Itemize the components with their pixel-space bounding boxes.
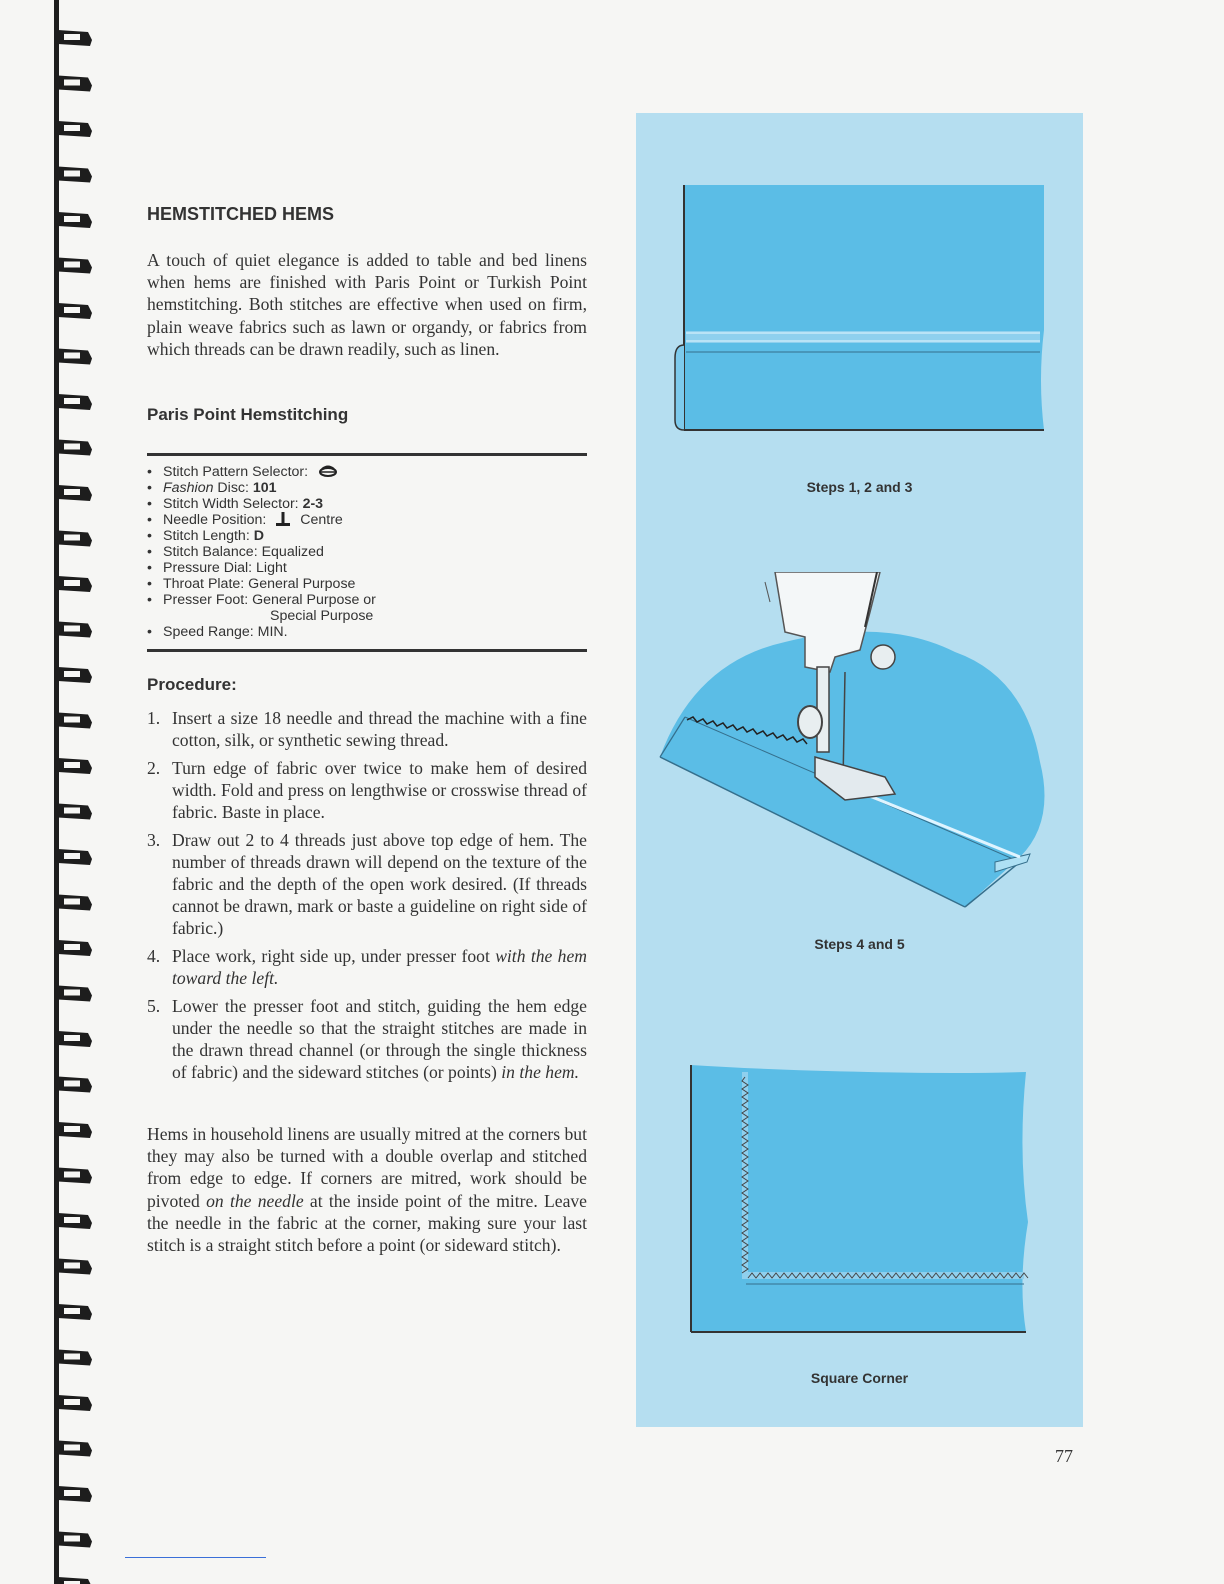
binding-coil-gap (64, 444, 80, 450)
binding-coil-gap (64, 262, 80, 268)
binding-coil-gap (64, 1081, 80, 1087)
page-number: 77 (1055, 1446, 1073, 1466)
setting-item: • Presser Foot: General Purpose or Special Purpose (147, 592, 376, 624)
binding-coil-gap (64, 353, 80, 359)
caption-square-corner: Square Corner (810, 1370, 909, 1386)
binding-coil-gap (64, 1172, 80, 1178)
binding-coil-gap (64, 307, 80, 313)
setting-item: • Stitch Length: D (147, 528, 376, 544)
binding-coil-gap (64, 34, 80, 40)
binding-coil-gap (64, 1445, 80, 1451)
binding-coil-gap (64, 1263, 80, 1269)
machine-settings-list (147, 464, 376, 640)
settings-top-rule (147, 453, 587, 456)
procedure-step: 5. Lower the presser foot and stitch, guiding the hem edge under the needle so that the straight stitches are made in the drawn thread channel (or through the single thickness of fabric) and the sideward stitches (or points) in the hem. (147, 996, 587, 1082)
binding-coil-gap (64, 671, 80, 677)
binding-coil-gap (64, 1126, 80, 1132)
section-heading: Paris Point Hemstitching (147, 405, 349, 424)
procedure-step: 1. Insert a size 18 needle and thread the machine with a fine cotton, silk, or synthetic sewing thread. (147, 708, 587, 750)
procedure-step: 3. Draw out 2 to 4 threads just above top edge of hem. The number of threads drawn will depend on the texture of the fabric and the depth of the open work desired. (If threads cannot be drawn, mark or baste a guideline on right side of fabric.) (147, 830, 587, 938)
binding-coil-gap (64, 535, 80, 541)
setting-item: • Pressure Dial: Light (147, 560, 376, 576)
binding-coil-gap (64, 398, 80, 404)
closing-paragraph: Hems in household linens are usually mitred at the corners but they may also be turned with a double overlap and stitched from edge to edge. If corners are mitred, work should be pivoted on the needle at the inside point of the mitre. Leave the needle in the fabric at the corner, making sure your last stitch is a straight stitch before a point (or sideward stitch). (147, 1124, 587, 1256)
procedure-step: 4. Place work, right side up, under presser foot with the hem toward the left. (147, 946, 587, 988)
binding-coil-gap (64, 1308, 80, 1314)
binding-coil-gap (64, 1035, 80, 1041)
binding-coil-gap (64, 1217, 80, 1223)
settings-bottom-rule (147, 649, 587, 652)
setting-item: • Fashion Disc: 101 (147, 480, 376, 496)
presser-foot-illustration (655, 572, 1075, 912)
binding-coil-gap (64, 580, 80, 586)
binding-coil-gap (64, 171, 80, 177)
intro-paragraph: A touch of quiet elegance is added to table and bed linens when hems are finished with Paris Point or Turkish Point hemstitching. Both stitches are effective when used on firm, plain weave fabrics such as lawn or organdy, or fabrics from which threads can be drawn readily, such as linen. (147, 250, 587, 359)
binding-coil-gap (64, 1490, 80, 1496)
binding-coil-gap (64, 808, 80, 814)
spiral-binding (50, 0, 100, 1584)
hem-fold-illustration (672, 180, 1052, 438)
page-title: HEMSTITCHED HEMS (147, 204, 335, 224)
binding-coil-gap (64, 990, 80, 996)
binding-coil-gap (64, 1536, 80, 1542)
binding-coil-gap (64, 626, 80, 632)
setting-item: • Speed Range: MIN. (147, 624, 376, 640)
stitch-pattern-icon (318, 465, 338, 477)
square-corner-illustration (688, 1062, 1034, 1338)
setting-item: • Needle Position: Centre (147, 512, 376, 528)
binding-coil-gap (64, 80, 80, 86)
caption-steps-4-5: Steps 4 and 5 (814, 936, 905, 952)
procedure-heading: Procedure: (147, 675, 237, 694)
footer-line (125, 1557, 266, 1558)
setting-item: • Stitch Width Selector: 2-3 (147, 496, 376, 512)
binding-coil-gap (64, 853, 80, 859)
binding-coil-gap (64, 216, 80, 222)
binding-coil-gap (64, 762, 80, 768)
needle-position-icon (276, 512, 290, 526)
binding-coil-gap (64, 944, 80, 950)
binding-coil-gap (64, 899, 80, 905)
caption-steps-1-3: Steps 1, 2 and 3 (806, 479, 913, 495)
setting-item: • Stitch Balance: Equalized (147, 544, 376, 560)
setting-item: • Throat Plate: General Purpose (147, 576, 376, 592)
binding-coil-gap (64, 489, 80, 495)
binding-coil-gap (64, 1399, 80, 1405)
procedure-step: 2. Turn edge of fabric over twice to make hem of desired width. Fold and press on lengthwise or crosswise thread of fabric. Baste in place. (147, 758, 587, 822)
binding-coil-gap (64, 125, 80, 131)
procedure-steps (147, 707, 587, 1089)
binding-coil-gap (64, 1354, 80, 1360)
binding-coil-gap (64, 717, 80, 723)
setting-item: • Stitch Pattern Selector: (147, 464, 376, 480)
